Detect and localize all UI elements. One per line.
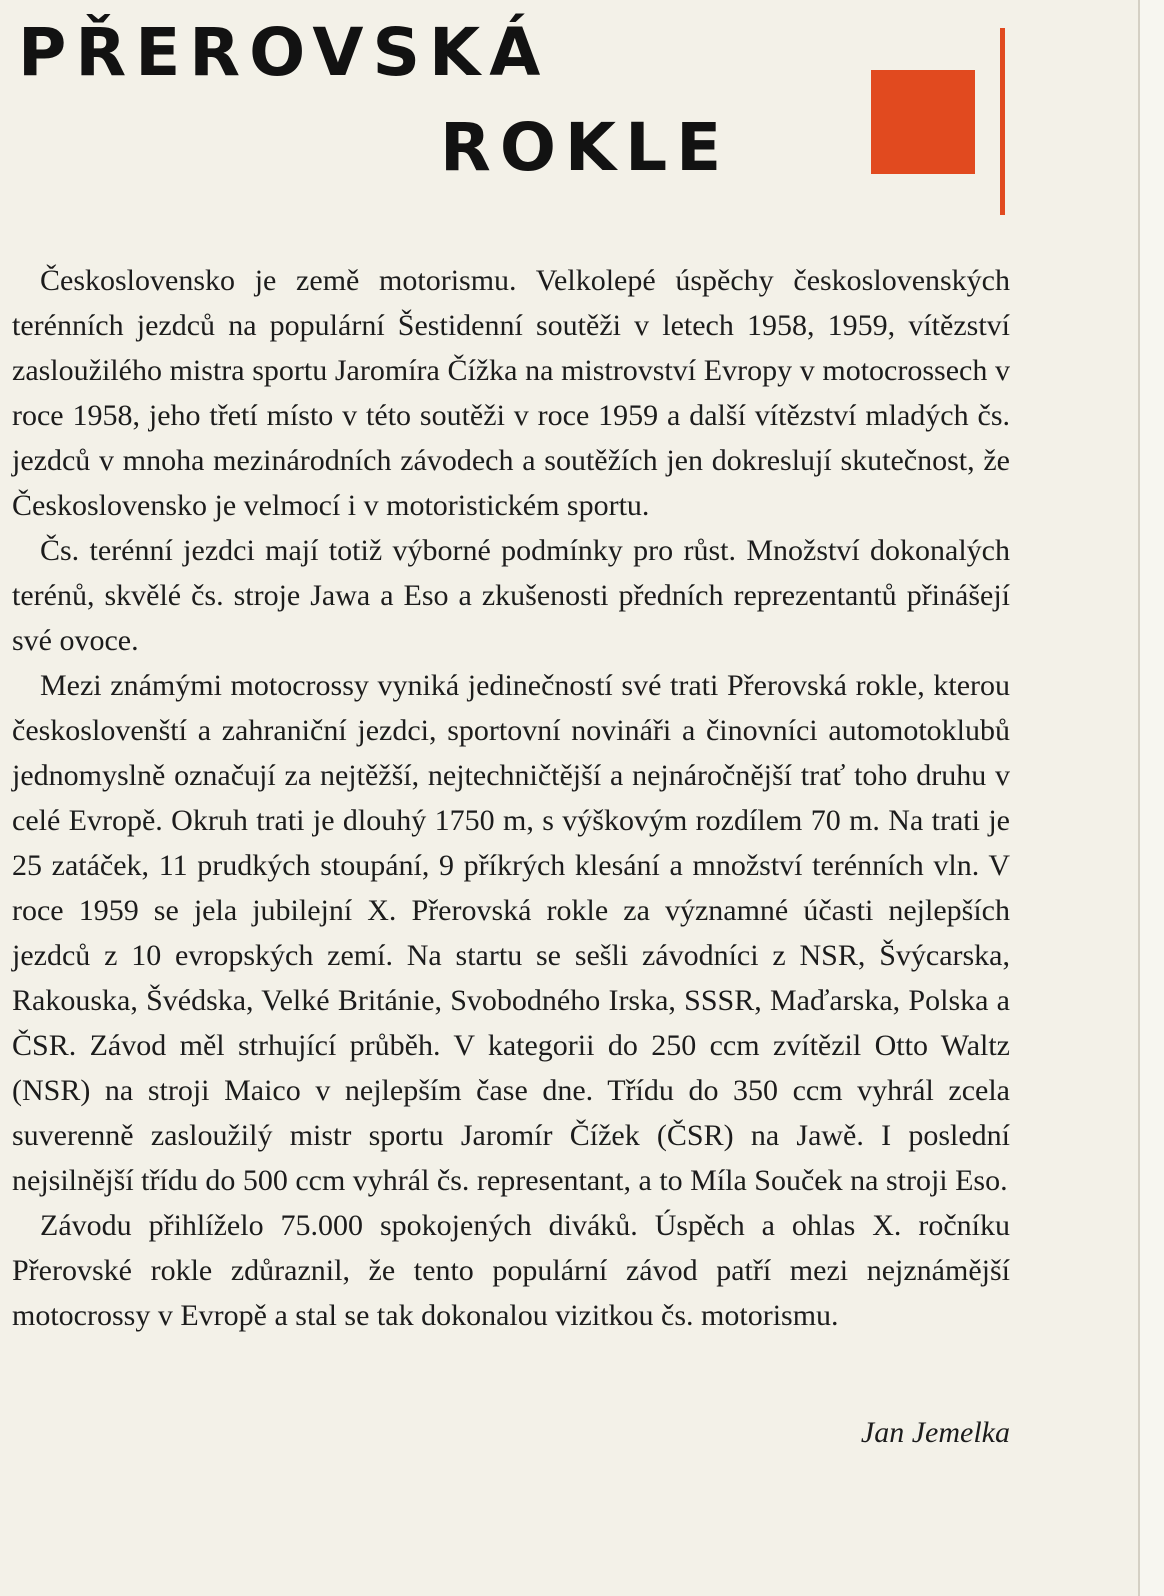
red-square-ornament (871, 70, 975, 174)
signature-row (12, 1410, 1010, 1455)
paragraph-1: Československo je země motorismu. Velkolepé úspěchy československých terénních jezdců na populární Šestidenní soutěži v letech 1958, 1959, vítězství zasloužilého mistra sportu Jaromíra Čížka na mistrovství Evropy v motocrossech v roce 1958, jeho třetí místo v této soutěži v roce 1959 a další vítězství mladých čs. jezdců v mnoha mezinárodních závodech a soutěžích jen dokreslují skutečnost, že Československo je velmocí i v motoristickém sportu. (12, 264, 1010, 522)
page-fold-line (1138, 0, 1140, 1596)
author-signature: Jan Jemelka (860, 1416, 1010, 1449)
page-margin (1140, 0, 1164, 1596)
title-line-2: ROKLE (440, 109, 731, 186)
paragraph-3: Mezi známými motocrossy vyniká jedinečností své trati Přerovská rokle, kterou českoslovenští a zahraniční jezdci, sportovní novináři a činovníci automotoklubů jednomyslně označují za nejtěžší, nejtechničtější a nejnáročnější trať toho druhu v celé Evropě. Okruh trati je dlouhý 1750 m, s výškovým rozdílem 70 m. Na trati je 25 zatáček, 11 prudkých stoupání, 9 příkrých klesání a množství terénních vln. V roce 1959 se jela jubilejní X. Přerovská rokle za významné účasti nejlepších jezdců z 10 evropských zemí. Na startu se sešli závodníci z NSR, Švýcarska, Rakouska, Švédska, Velké Británie, Svobodného Irska, SSSR, Maďarska, Polska a ČSR. Závod měl strhující průběh. V kategorii do 250 ccm zvítězil Otto Waltz (NSR) na stroji Maico v nejlepším čase dne. Třídu do 350 ccm vyhrál zcela suverenně zasloužilý mistr sportu Jaromír Čížek (ČSR) na Jawě. I poslední nejsilnější třídu do 500 ccm vyhrál čs. representant, a to Míla Souček na stroji Eso. (12, 669, 1010, 1197)
article-body (12, 258, 1010, 1338)
paragraph-2: Čs. terénní jezdci mají totiž výborné podmínky pro růst. Množství dokonalých terénů, skvělé čs. stroje Jawa a Eso a zkušenosti předních reprezentantů přinášejí své ovoce. (12, 534, 1010, 657)
red-vertical-bar-ornament (1000, 28, 1005, 215)
paragraph-4: Závodu přihlíželo 75.000 spokojených diváků. Úspěch a ohlas X. ročníku Přerovské rokle zdůraznil, že tento populární závod patří mezi nejznámější motocrossy v Evropě a stal se tak dokonalou vizitkou čs. motorismu. (12, 1209, 1010, 1332)
title-line-1: PŘEROVSKÁ (18, 14, 550, 91)
